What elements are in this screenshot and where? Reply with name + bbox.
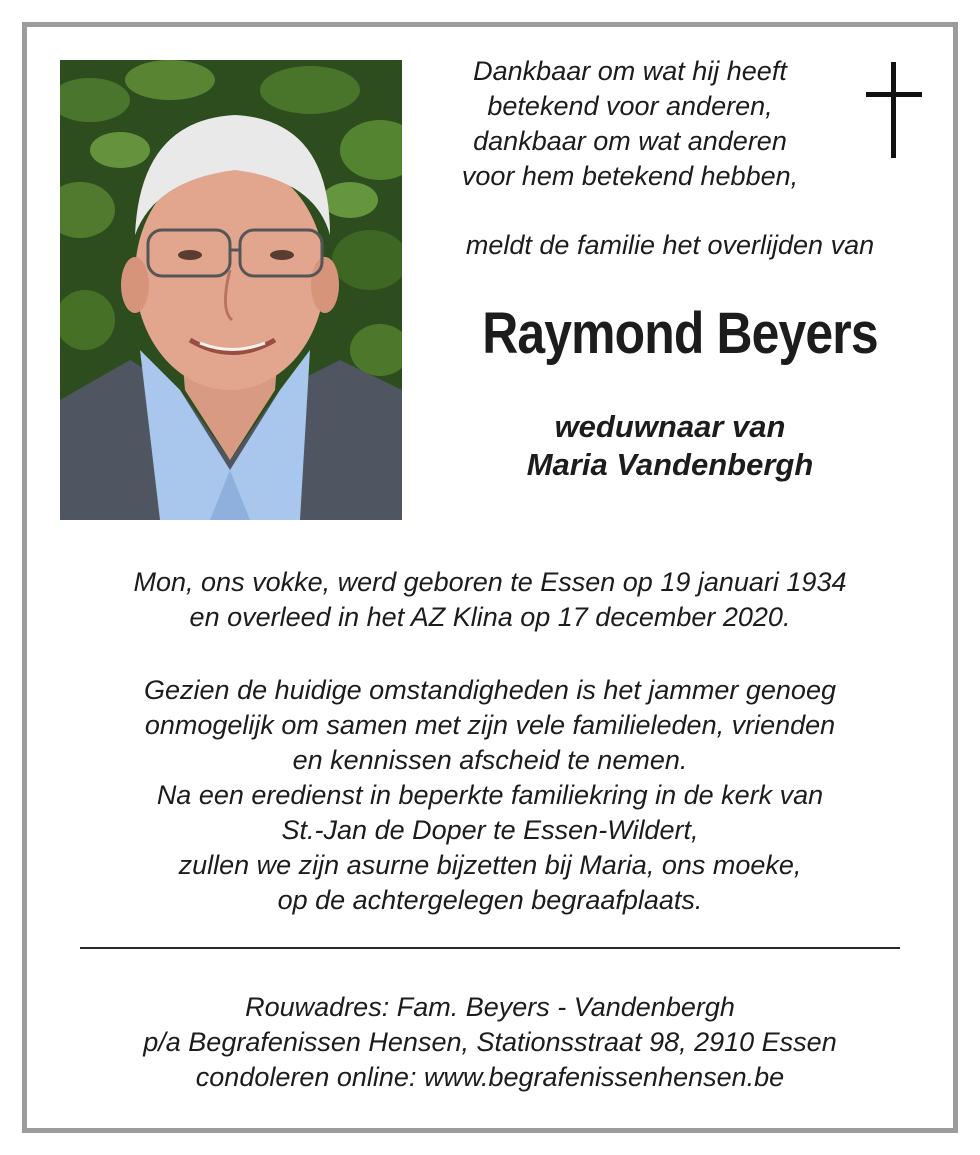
paragraph-line: en kennissen afscheid te nemen. <box>292 745 688 775</box>
funeral-home-address: p/a Begrafenissen Hensen, Stationsstraat 98, 2910 Essen <box>143 1027 837 1057</box>
circumstances-paragraph <box>40 673 940 918</box>
paragraph-line: en overleed in het AZ Klina op 17 december 2020. <box>189 602 791 632</box>
birth-death-paragraph <box>40 565 940 635</box>
announcement-text: meldt de familie het overlijden van <box>465 230 875 260</box>
verse-line: voor hem betekend hebben, <box>461 161 799 191</box>
paragraph-line: Mon, ons vokke, werd geboren te Essen op 19 januari 1934 <box>133 567 847 597</box>
condolence-website: condoleren online: www.begrafenissenhensen.be <box>195 1062 785 1092</box>
verse-line: dankbaar om wat anderen <box>473 126 787 156</box>
verse-line: Dankbaar om wat hij heeft <box>473 56 787 86</box>
contact-paragraph <box>40 990 940 1095</box>
cross-icon <box>866 62 922 160</box>
paragraph-line: op de achtergelegen begraafplaats. <box>277 885 703 915</box>
verse-line: betekend voor anderen, <box>487 91 773 121</box>
paragraph-line: Gezien de huidige omstandigheden is het jammer genoeg <box>144 675 836 705</box>
paragraph-line: Na een eredienst in beperkte familiekring in de kerk van <box>156 780 824 810</box>
mourning-address: Rouwadres: Fam. Beyers - Vandenbergh <box>245 992 735 1022</box>
divider <box>80 947 900 949</box>
spouse-name: Maria Vandenbergh <box>526 447 814 482</box>
paragraph-line: St.-Jan de Doper te Essen-Wildert, <box>281 815 699 845</box>
portrait-photo <box>60 60 402 520</box>
widower-of <box>420 408 920 484</box>
paragraph-line: zullen we zijn asurne bijzetten bij Maria, ons moeke, <box>178 850 802 880</box>
widower-label: weduwnaar van <box>554 409 786 444</box>
paragraph-line: onmogelijk om samen met zijn vele familieleden, vrienden <box>144 710 836 740</box>
deceased-name: Raymond Beyers <box>482 301 878 366</box>
memorial-verse <box>420 54 840 194</box>
